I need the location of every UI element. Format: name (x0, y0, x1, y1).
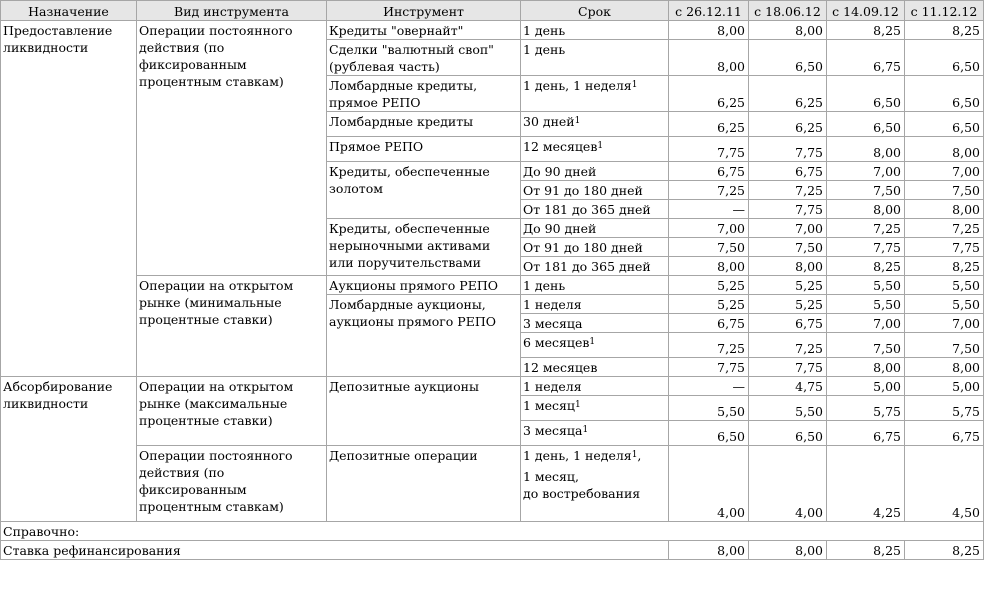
term-cell (521, 446, 669, 522)
rate-cell: 6,25 (669, 112, 749, 137)
term-cell: 6 месяцев$^1$ (521, 333, 669, 358)
term-line: до востребования (523, 486, 641, 501)
rate-cell: 6,50 (905, 40, 984, 76)
rate-cell: 7,25 (749, 333, 827, 358)
footnote-mark: 1 (589, 337, 596, 347)
rate-cell: 5,00 (905, 377, 984, 396)
rate-cell: 7,75 (905, 238, 984, 257)
instrument-cell: Депозитные аукционы (327, 377, 521, 446)
rate-cell: 8,25 (905, 257, 984, 276)
rate-cell: 8,00 (749, 541, 827, 560)
instrument-cell: Кредиты, обеспеченные золотом (327, 162, 521, 219)
table-row (1, 276, 984, 295)
rate-cell: 7,50 (827, 181, 905, 200)
rate-cell: 8,00 (669, 257, 749, 276)
rate-cell: 6,50 (749, 421, 827, 446)
header-purpose: Назначение (1, 1, 137, 21)
term-cell: 3 месяца$^1$ (521, 421, 669, 446)
instrument-cell: Сделки "валютный своп" (рублевая часть) (327, 40, 521, 76)
rate-cell: 5,50 (905, 295, 984, 314)
rate-cell: 7,75 (669, 137, 749, 162)
rate-cell: 7,25 (749, 181, 827, 200)
instrument-cell: Кредиты, обеспеченные нерыночными активами или поручительствами (327, 219, 521, 276)
rate-cell: 7,00 (905, 162, 984, 181)
instrument-cell: Кредиты "овернайт" (327, 21, 521, 40)
rate-cell: 7,75 (669, 358, 749, 377)
rate-cell: 6,25 (749, 112, 827, 137)
rate-cell: 8,25 (905, 541, 984, 560)
rate-cell: 7,00 (905, 314, 984, 333)
term-cell: От 91 до 180 дней (521, 238, 669, 257)
rate-cell: 7,00 (669, 219, 749, 238)
term-cell: 12 месяцев (521, 358, 669, 377)
rate-cell: 6,50 (827, 112, 905, 137)
rate-cell: 6,50 (669, 421, 749, 446)
footnote-mark: 1 (631, 450, 638, 460)
rate-cell: 5,25 (749, 276, 827, 295)
rate-cell: 4,50 (905, 446, 984, 522)
term-cell: 1 день (521, 276, 669, 295)
rate-cell: 8,00 (905, 358, 984, 377)
instrument-cell: Ломбардные аукционы, аукционы прямого РЕПО (327, 295, 521, 377)
rate-cell: 6,50 (905, 76, 984, 112)
rate-cell: 5,25 (669, 276, 749, 295)
rate-cell: 8,00 (827, 137, 905, 162)
rate-cell: 6,75 (905, 421, 984, 446)
purpose-cell: Предоставление ликвидности (1, 21, 137, 377)
rate-cell: 8,00 (827, 200, 905, 219)
rate-cell: 6,75 (669, 314, 749, 333)
term-cell: 12 месяцев$^1$ (521, 137, 669, 162)
rate-cell: 7,25 (827, 219, 905, 238)
rate-cell: 4,75 (749, 377, 827, 396)
rate-cell: 7,50 (669, 238, 749, 257)
rate-cell: 8,00 (749, 21, 827, 40)
footnote-mark: 1 (631, 80, 638, 90)
rate-cell: 7,75 (749, 200, 827, 219)
rate-cell: 5,00 (827, 377, 905, 396)
rate-cell: 8,25 (827, 21, 905, 40)
refinancing-label: Ставка рефинансирования (1, 541, 669, 560)
rate-cell: 7,00 (749, 219, 827, 238)
rate-cell: 4,00 (749, 446, 827, 522)
rate-cell: 6,75 (827, 421, 905, 446)
header-date: с 14.09.12 (827, 1, 905, 21)
header-date: с 18.06.12 (749, 1, 827, 21)
rate-cell: 8,25 (827, 541, 905, 560)
rate-cell: 5,75 (905, 396, 984, 421)
rate-cell: 4,25 (827, 446, 905, 522)
term-cell: 30 дней$^1$ (521, 112, 669, 137)
rate-cell: 6,25 (669, 76, 749, 112)
footnote-mark: 1 (574, 400, 581, 410)
table-row (1, 377, 984, 396)
term-line: 1 день, 1 неделя$^1$, (523, 448, 642, 463)
rate-cell: 8,00 (905, 200, 984, 219)
instrument-cell: Ломбардные кредиты, прямое РЕПО (327, 76, 521, 112)
term-cell: 1 день (521, 21, 669, 40)
rate-cell: 7,00 (827, 314, 905, 333)
term-cell: 1 неделя (521, 377, 669, 396)
rate-cell: 7,50 (827, 333, 905, 358)
term-cell: 1 неделя (521, 295, 669, 314)
rate-cell: 7,75 (749, 358, 827, 377)
rate-cell: 6,75 (827, 40, 905, 76)
term-cell: 1 месяц$^1$ (521, 396, 669, 421)
term-cell: От 181 до 365 дней (521, 200, 669, 219)
purpose-cell: Абсорбирование ликвидности (1, 377, 137, 522)
rate-cell: 7,00 (827, 162, 905, 181)
header-row (1, 1, 984, 21)
rate-cell: 7,75 (827, 238, 905, 257)
rate-cell: 5,50 (827, 276, 905, 295)
rate-cell: 5,50 (669, 396, 749, 421)
term-line: 1 месяц, (523, 469, 579, 484)
rate-cell: 6,50 (749, 40, 827, 76)
rate-cell: 8,00 (669, 541, 749, 560)
rate-cell: 6,75 (669, 162, 749, 181)
rate-cell: 5,75 (827, 396, 905, 421)
tool-type-cell: Операции на открытом рынке (минимальные процентные ставки) (137, 276, 327, 377)
instrument-cell: Ломбардные кредиты (327, 112, 521, 137)
instrument-cell: Депозитные операции (327, 446, 521, 522)
rate-cell: 7,25 (905, 219, 984, 238)
rate-cell: 7,50 (905, 181, 984, 200)
rate-cell: — (669, 200, 749, 219)
table-row (1, 21, 984, 40)
footnote-mark: 1 (582, 425, 589, 435)
rate-cell: 7,25 (669, 333, 749, 358)
instrument-cell: Прямое РЕПО (327, 137, 521, 162)
rate-cell: 5,25 (749, 295, 827, 314)
table-row (1, 446, 984, 522)
header-term: Срок (521, 1, 669, 21)
term-cell: От 91 до 180 дней (521, 181, 669, 200)
rate-cell: 8,00 (905, 137, 984, 162)
reference-label: Справочно: (1, 522, 984, 541)
rate-cell: 7,75 (749, 137, 827, 162)
rate-cell: 8,00 (749, 257, 827, 276)
tool-type-cell: Операции постоянного действия (по фиксированным процентным ставкам) (137, 446, 327, 522)
rate-cell: 8,00 (669, 40, 749, 76)
header-date: с 26.12.11 (669, 1, 749, 21)
term-cell: До 90 дней (521, 219, 669, 238)
rate-cell: 4,00 (669, 446, 749, 522)
term-cell: От 181 до 365 дней (521, 257, 669, 276)
term-cell: 3 месяца (521, 314, 669, 333)
rate-cell: 5,50 (905, 276, 984, 295)
rate-cell: 6,75 (749, 314, 827, 333)
term-cell: До 90 дней (521, 162, 669, 181)
rate-cell: 6,50 (905, 112, 984, 137)
rate-cell: 8,00 (827, 358, 905, 377)
rate-cell: 7,25 (669, 181, 749, 200)
reference-row (1, 522, 984, 541)
header-tool-type: Вид инструмента (137, 1, 327, 21)
tool-type-cell: Операции на открытом рынке (максимальные процентные ставки) (137, 377, 327, 446)
instrument-cell: Аукционы прямого РЕПО (327, 276, 521, 295)
rate-cell: 5,50 (827, 295, 905, 314)
rate-cell: 5,50 (749, 396, 827, 421)
rate-cell: 7,50 (749, 238, 827, 257)
rate-cell: 6,75 (749, 162, 827, 181)
rate-cell: 6,50 (827, 76, 905, 112)
rate-cell: 5,25 (669, 295, 749, 314)
term-cell: 1 день, 1 неделя$^1$ (521, 76, 669, 112)
rate-cell: 8,00 (669, 21, 749, 40)
rate-cell: 6,25 (749, 76, 827, 112)
rate-cell: 8,25 (827, 257, 905, 276)
rate-cell: — (669, 377, 749, 396)
header-date: с 11.12.12 (905, 1, 984, 21)
header-instrument: Инструмент (327, 1, 521, 21)
term-cell: 1 день (521, 40, 669, 76)
tool-type-cell: Операции постоянного действия (по фиксированным процентным ставкам) (137, 21, 327, 276)
rate-cell: 8,25 (905, 21, 984, 40)
rate-cell: 7,50 (905, 333, 984, 358)
footnote-mark: 1 (574, 116, 581, 126)
refinancing-row (1, 541, 984, 560)
footnote-mark: 1 (597, 141, 604, 151)
